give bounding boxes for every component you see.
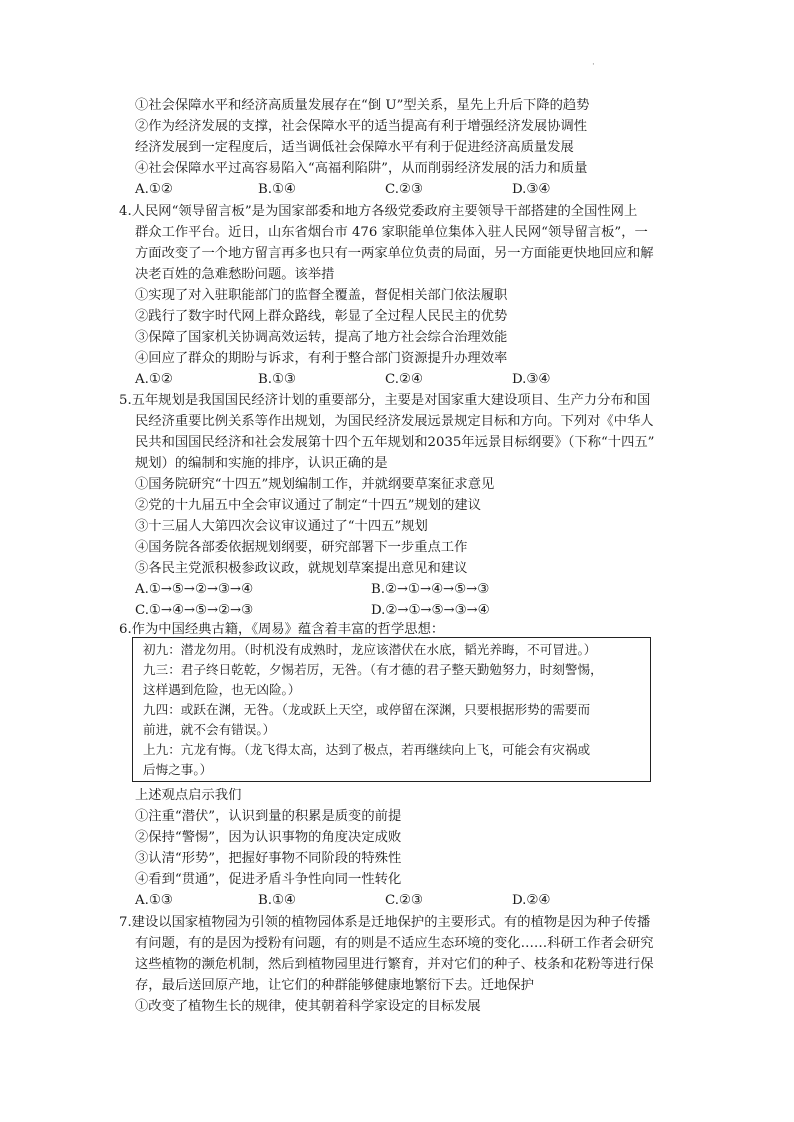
q5-stem-line-1: 5.五年规划是我国国民经济计划的重要部分，主要是对国家重大建设项目、生产力分布和国 [119, 393, 651, 408]
q6-statement-3: ③认清“形势”，把握好事物不同阶段的特殊性 [135, 851, 402, 866]
q5-option-b: B.②→①→④→⑤→③ [371, 582, 490, 597]
q4-option-d: D.③④ [512, 372, 551, 387]
quote-line-7: 后悔之事。） [143, 762, 213, 777]
q4-option-c: C.②④ [385, 372, 423, 387]
q6-option-a: A.①③ [135, 893, 173, 908]
q5-statement-3: ③十三届人大第四次会议审议通过了“十四五”规划 [135, 519, 428, 534]
q5-stem-line-3: 民共和国国民经济和社会发展第十四个五年规划和2035年远景目标纲要》（下称“十四五” [135, 435, 655, 450]
quote-line-4: 九四：或跃在渊，无咎。（龙或跃上天空，或停留在深渊，只要根据形势的需要而 [143, 702, 591, 717]
quote-line-5: 前进，就不会有错误。） [143, 722, 276, 737]
q3-statement-1: ①社会保障水平和经济高质量发展存在“倒 U”型关系，星先上升后下降的趋势 [135, 98, 590, 113]
q5-option-c: C.①→④→⑤→②→③ [135, 603, 254, 618]
quote-box [132, 637, 651, 782]
q6-statement-4: ④看到“贯通”，促进矛盾斗争性向同一性转化 [135, 872, 402, 887]
q3-option-b: B.①④ [258, 182, 296, 197]
q6-statement-2: ②保持“警惕”，因为认识事物的角度决定成败 [135, 830, 402, 845]
q6-option-b: B.①④ [258, 893, 296, 908]
q7-stem-line-4: 存，最后送回原产地，让它们的种群能够健康地繁衍下去。迁地保护 [135, 978, 534, 993]
quote-line-1: 初九：潜龙勿用。（时机没有成熟时，龙应该潜伏在水底，韬光养晦，不可冒进。） [143, 642, 597, 657]
q3-statement-4: ④社会保障水平过高容易陷入“高福利陷阱”，从而削弱经济发展的活力和质量 [135, 161, 588, 176]
q5-statement-2: ②党的十九届五中全会审议通过了制定“十四五”规划的建议 [135, 498, 482, 513]
q4-statement-4: ④回应了群众的期盼与诉求，有利于整合部门资源提升办理效率 [135, 351, 508, 366]
q6-prompt: 上述观点启示我们 [135, 788, 242, 803]
q7-stem-line-3: 这些植物的濒危机制，然后到植物园里进行繁育，并对它们的种子、枝条和花粉等进行保 [135, 957, 654, 972]
q4-stem-line-4: 决老百姓的急难愁盼问题。该举措 [135, 267, 335, 282]
q4-statement-2: ②践行了数字时代网上群众路线，彰显了全过程人民民主的优势 [135, 309, 508, 324]
q5-statement-4: ④国务院各部委依据规划纲要，研究部署下一步重点工作 [135, 540, 468, 555]
q3-option-c: C.②③ [385, 182, 423, 197]
q4-stem-line-3: 方面改变了一个地方留言再多也只有一两家单位负责的局面，另一方面能更快地回应和解 [135, 246, 654, 261]
q5-statement-1: ①国务院研究“十四五”规划编制工作，并就纲要草案征求意见 [135, 477, 495, 492]
q5-option-a: A.①→⑤→②→③→④ [135, 582, 253, 597]
q4-stem-line-1: 4.人民网“领导留言板”是为国家部委和地方各级党委政府主要领导干部搭建的全国性网上 [119, 204, 638, 219]
q7-stem-line-1: 7.建设以国家植物园为引领的植物园体系是迁地保护的主要形式。有的植物是因为种子传播 [119, 915, 651, 930]
quote-line-2: 九三：君子终日乾乾，夕惕若厉，无咎。（有才德的君子整天勤勉努力，时刻警惕， [143, 662, 603, 677]
q3-option-a: A.①② [135, 182, 173, 197]
q4-statement-3: ③保障了国家机关协调高效运转，提高了地方社会综合治理效能 [135, 330, 508, 345]
q7-stem-line-2: 有问题，有的是因为授粉有问题，有的则是不适应生态环境的变化……科研工作者会研究 [135, 936, 654, 951]
q5-stem-line-2: 民经济重要比例关系等作出规划，为国民经济发展远景规定目标和方向。下列对《中华人 [135, 414, 654, 429]
quote-line-6: 上九：亢龙有悔。（龙飞得太高，达到了极点，若再继续向上飞，可能会有灾祸或 [143, 742, 591, 757]
q7-statement-1: ①改变了植物生长的规律，使其朝着科学家设定的目标发展 [135, 999, 481, 1014]
q5-stem-line-4: 规划）的编制和实施的排序，认识正确的是 [135, 456, 388, 471]
q3-statement-2: ②作为经济发展的支撑，社会保障水平的适当提高有利于增强经济发展协调性 [135, 119, 588, 134]
q5-option-d: D.②→①→⑤→③→④ [371, 603, 490, 618]
q4-option-a: A.①② [135, 372, 173, 387]
q4-option-b: B.①③ [258, 372, 296, 387]
q3-statement-3: 经济发展到一定程度后，适当调低社会保障水平有利于促进经济高质量发展 [135, 140, 574, 155]
q6-option-d: D.②④ [512, 893, 551, 908]
q6-statement-1: ①注重“潜伏”，认识到量的积累是质变的前提 [135, 809, 402, 824]
q4-statement-1: ①实现了对入驻职能部门的监督全覆盖，督促相关部门依法履职 [135, 288, 508, 303]
q6-option-c: C.②③ [385, 893, 423, 908]
quote-line-3: 这样遇到危险，也无凶险。） [143, 682, 301, 697]
q6-stem: 6.作为中国经典古籍，《周易》蕴含着丰富的哲学思想： [119, 622, 445, 637]
q4-stem-line-2: 群众工作平台。近日，山东省烟台市 476 家职能单位集体入驻人民网“领导留言板”，一 [135, 225, 648, 240]
corner-mark: · [592, 60, 595, 70]
q5-statement-5: ⑤各民主党派积极参政议政，就规划草案提出意见和建议 [135, 561, 468, 576]
q3-option-d: D.③④ [512, 182, 551, 197]
